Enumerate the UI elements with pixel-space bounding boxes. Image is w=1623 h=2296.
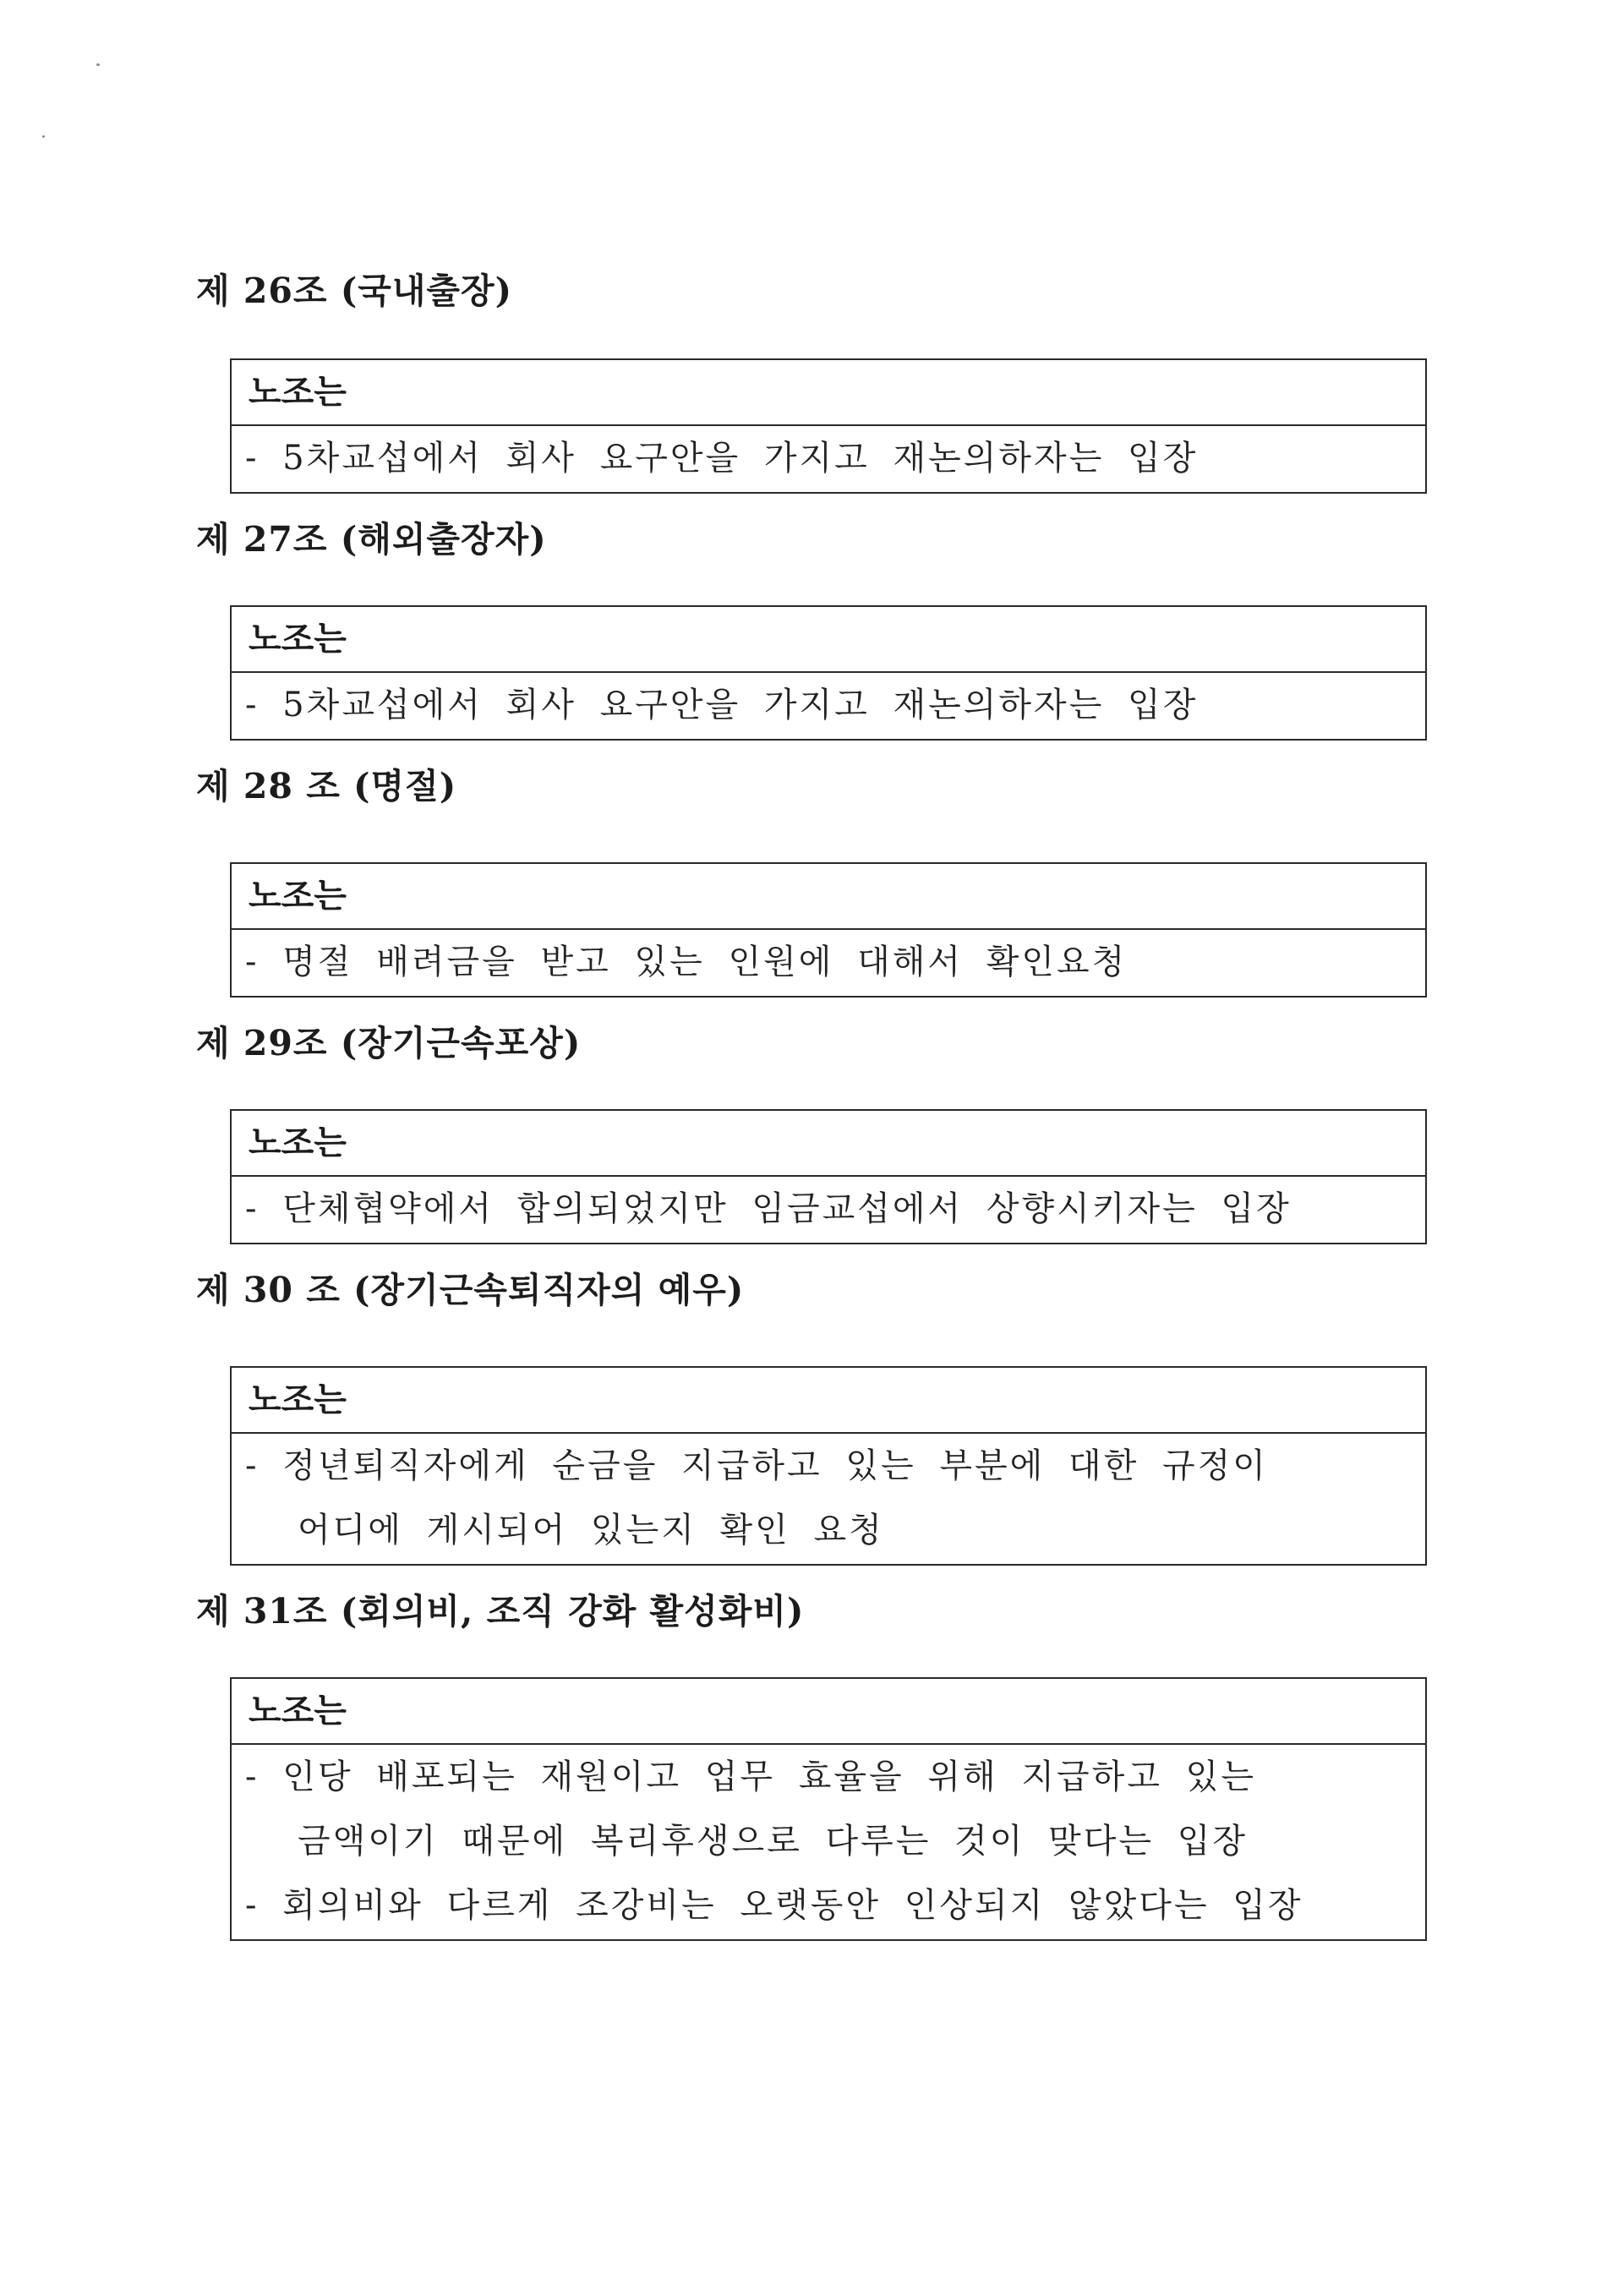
box-line: - 5차교섭에서 회사 요구안을 가지고 재논의하자는 입장 (245, 686, 1199, 724)
article-31-box (230, 1677, 1427, 1941)
box-line: 금액이기 때문에 복리후생으로 다루는 것이 맞다는 입장 (298, 1822, 1249, 1861)
article-26-title: 제 26조 (국내출장) (196, 271, 513, 311)
box-line: - 5차교섭에서 회사 요구안을 가지고 재논의하자는 입장 (245, 439, 1199, 478)
box-line: - 인당 배포되는 재원이고 업무 효율을 위해 지급하고 있는 (245, 1758, 1256, 1796)
box-header: 노조는 (232, 1368, 1425, 1434)
scan-speck (96, 63, 100, 66)
box-header: 노조는 (232, 1111, 1425, 1177)
article-30-title: 제 30 조 (장기근속퇴직자의 예우) (196, 1270, 745, 1310)
article-30-box (230, 1366, 1427, 1566)
box-body (232, 930, 1425, 996)
box-header: 노조는 (232, 1679, 1425, 1745)
box-line: - 회의비와 다르게 조강비는 오랫동안 인상되지 않았다는 입장 (245, 1886, 1303, 1925)
article-29-title: 제 29조 (장기근속포상) (196, 1023, 582, 1063)
box-line: 어디에 게시되어 있는지 확인 요청 (298, 1511, 884, 1550)
box-line: - 명절 배려금을 받고 있는 인원에 대해서 확인요청 (245, 943, 1128, 981)
article-26-box (230, 358, 1427, 494)
box-line: - 단체협약에서 합의되었지만 임금교섭에서 상향시키자는 입장 (245, 1189, 1292, 1228)
article-29-box (230, 1109, 1427, 1244)
box-body (232, 426, 1425, 492)
box-header: 노조는 (232, 864, 1425, 930)
box-body (232, 1745, 1425, 1939)
box-body (232, 673, 1425, 739)
article-31-title: 제 31조 (회의비, 조직 강화 활성화비) (196, 1591, 805, 1632)
box-body (232, 1177, 1425, 1243)
article-28-box (230, 862, 1427, 998)
article-28-title: 제 28 조 (명절) (196, 766, 457, 806)
box-header: 노조는 (232, 360, 1425, 426)
article-27-title: 제 27조 (해외출장자) (196, 519, 547, 560)
scan-speck (42, 135, 45, 138)
box-body (232, 1434, 1425, 1564)
box-header: 노조는 (232, 607, 1425, 673)
box-line: - 정년퇴직자에게 순금을 지급하고 있는 부분에 대한 규정이 (245, 1446, 1268, 1485)
article-27-box (230, 605, 1427, 741)
